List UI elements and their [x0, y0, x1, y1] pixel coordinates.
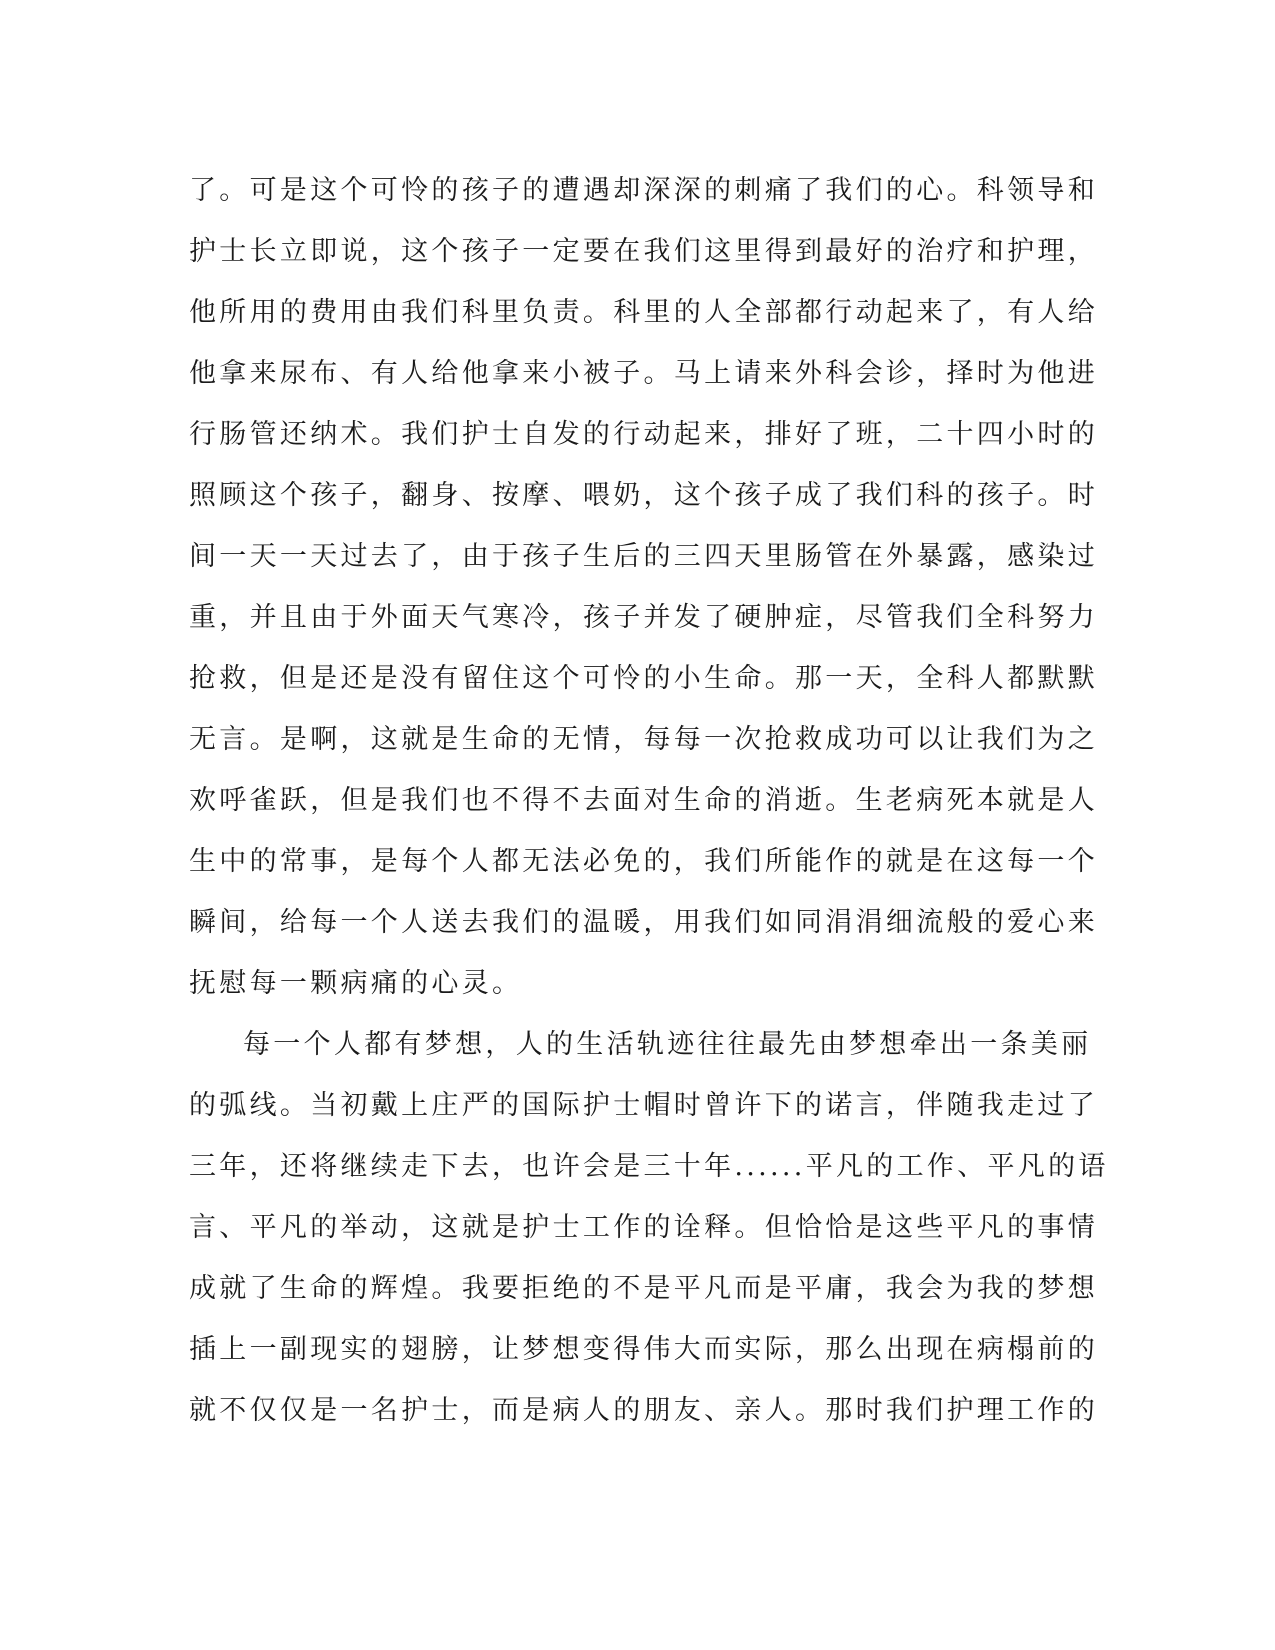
text-line: 护士长立即说，这个孩子一定要在我们这里得到最好的治疗和护理， — [189, 236, 1098, 267]
text-line: 瞬间，给每一个人送去我们的温暖，用我们如同涓涓细流般的爱心来 — [189, 907, 1098, 938]
text-line: 生中的常事，是每个人都无法必免的，我们所能作的就是在这每一个 — [189, 846, 1098, 877]
text-line: 抚慰每一颗病痛的心灵。 — [189, 968, 523, 999]
text-line: 插上一副现实的翅膀，让梦想变得伟大而实际，那么出现在病榻前的 — [189, 1334, 1098, 1365]
text-line: 三年，还将继续走下去，也许会是三十年......平凡的工作、平凡的语 — [189, 1151, 1109, 1182]
text-line: 就不仅仅是一名护士，而是病人的朋友、亲人。那时我们护理工作的 — [189, 1395, 1098, 1426]
document-body — [189, 160, 1109, 1441]
text-line: 他拿来尿布、有人给他拿来小被子。马上请来外科会诊，择时为他进 — [189, 358, 1098, 389]
text-line: 言、平凡的举动，这就是护士工作的诠释。但恰恰是这些平凡的事情 — [189, 1212, 1098, 1243]
paragraph-1 — [189, 160, 1098, 1014]
text-line: 无言。是啊，这就是生命的无情，每每一次抢救成功可以让我们为之 — [189, 724, 1098, 755]
text-line: 他所用的费用由我们科里负责。科里的人全部都行动起来了，有人给 — [189, 297, 1098, 328]
text-line: 重，并且由于外面天气寒冷，孩子并发了硬肿症，尽管我们全科努力 — [189, 602, 1098, 633]
paragraph-2 — [189, 1014, 1109, 1441]
text-line: 每一个人都有梦想，人的生活轨迹往往最先由梦想牵出一条美丽 — [243, 1029, 1092, 1060]
text-line: 行肠管还纳术。我们护士自发的行动起来，排好了班，二十四小时的 — [189, 419, 1098, 450]
text-line: 了。可是这个可怜的孩子的遭遇却深深的刺痛了我们的心。科领导和 — [189, 175, 1098, 206]
text-line: 间一天一天过去了，由于孩子生后的三四天里肠管在外暴露，感染过 — [189, 541, 1098, 572]
text-line: 欢呼雀跃，但是我们也不得不去面对生命的消逝。生老病死本就是人 — [189, 785, 1098, 816]
text-line: 照顾这个孩子，翻身、按摩、喂奶，这个孩子成了我们科的孩子。时 — [189, 480, 1098, 511]
text-line: 抢救，但是还是没有留住这个可怜的小生命。那一天，全科人都默默 — [189, 663, 1098, 694]
text-line: 成就了生命的辉煌。我要拒绝的不是平凡而是平庸，我会为我的梦想 — [189, 1273, 1098, 1304]
text-line: 的弧线。当初戴上庄严的国际护士帽时曾许下的诺言，伴随我走过了 — [189, 1090, 1098, 1121]
